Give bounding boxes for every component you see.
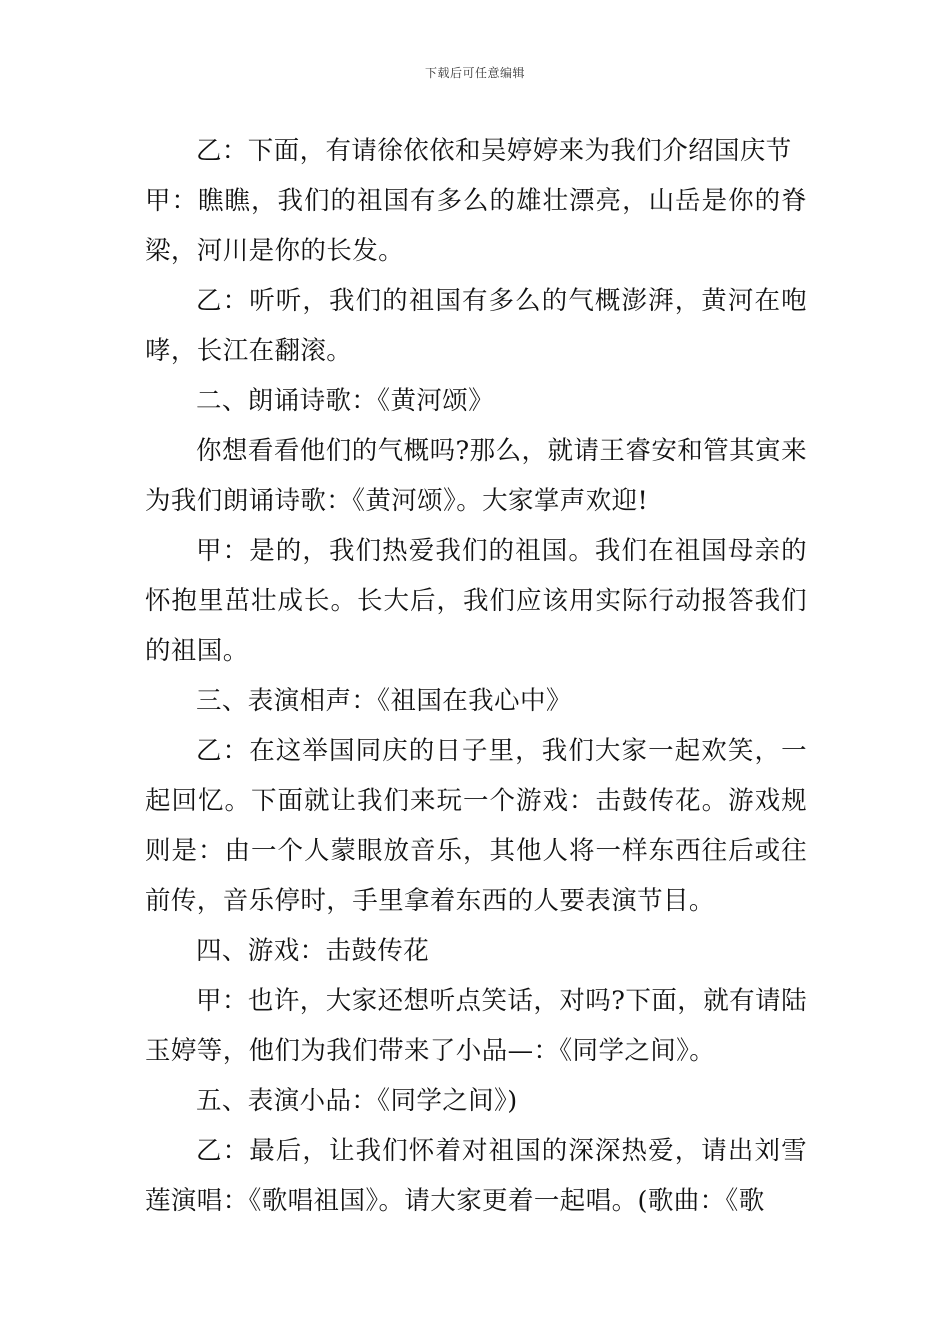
paragraph-2: 甲：瞧瞧，我们的祖国有多么的雄壮漂亮，山岳是你的脊梁，河川是你的长发。 [145,186,807,266]
paragraph-1: 乙：下面，有请徐依依和吴婷婷来为我们介绍国庆节 [196,136,792,166]
paragraph-3: 乙：听听，我们的祖国有多么的气概澎湃，黄河在咆哮，长江在翻滚。 [145,286,807,366]
paragraph-8: 乙：在这举国同庆的日子里，我们大家一起欢笑，一起回忆。下面就让我们来玩一个游戏：击鼓传花。游戏规则是：由一个人蒙眼放音乐，其他人将一样东西往后或往前传，音乐停时，手里拿着东西的人要表演节目。 [145,736,807,916]
section-heading-3: 三、表演相声：《祖国在我心中》 [196,686,572,716]
section-heading-5: 五、表演小品：《同学之间》) [196,1086,518,1116]
document-body [145,126,807,1226]
paragraph-5: 你想看看他们的气概吗?那么，就请王睿安和管其寅来为我们朗诵诗歌：《黄河颂》。大家掌声欢迎! [145,436,807,516]
paragraph-6: 甲：是的，我们热爱我们的祖国。我们在祖国母亲的怀抱里茁壮成长。长大后，我们应该用实际行动报答我们的祖国。 [145,536,807,666]
paragraph-12: 乙：最后，让我们怀着对祖国的深深热爱，请出刘雪莲演唱：《歌唱祖国》。请大家更着一起唱。(歌曲：《歌 [145,1136,807,1216]
page-header-note: 下载后可任意编辑 [424,66,525,80]
section-heading-2: 二、朗诵诗歌：《黄河颂》 [196,386,495,416]
paragraph-10: 甲：也许，大家还想听点笑话，对吗?下面，就有请陆玉婷等，他们为我们带来了小品—：《同学之间》。 [145,986,807,1066]
section-heading-4: 四、游戏：击鼓传花 [196,936,430,966]
